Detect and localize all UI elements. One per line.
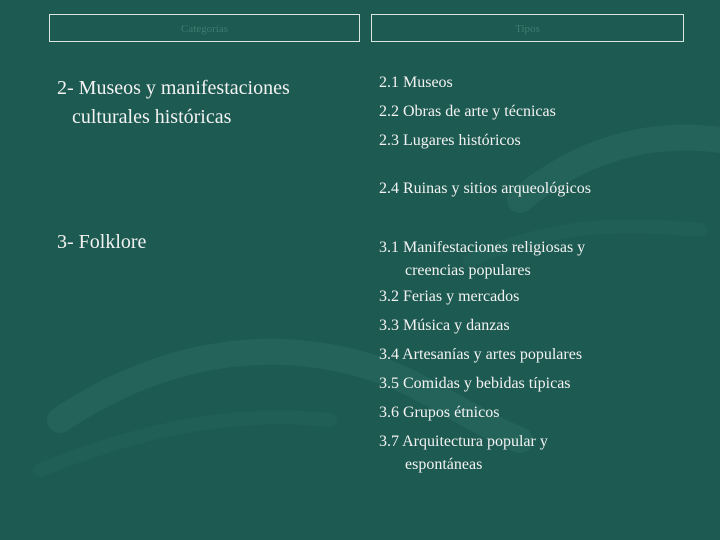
list-item (379, 179, 591, 199)
type-label: 3.1 Manifestaciones religiosas y (379, 239, 586, 256)
types-header (371, 14, 684, 42)
list-item (379, 314, 585, 338)
type-label: 3.3 Música y danzas (379, 317, 510, 334)
type-label: 3.5 Comidas y bebidas típicas (379, 375, 571, 392)
category-folklore (57, 228, 146, 257)
category-title-continuation: culturales históricas (72, 106, 232, 128)
list-item (379, 401, 585, 425)
list-item (379, 131, 591, 151)
type-label: 2.3 Lugares históricos (379, 132, 521, 149)
type-label-continuation: espontáneas (405, 456, 483, 473)
type-label: 3.7 Arquitectura popular y (379, 433, 548, 450)
type-label: 2.4 Ruinas y sitios arqueológicos (379, 180, 591, 197)
category-title: 2- Museos y manifestaciones (57, 77, 290, 99)
type-label: 3.6 Grupos étnicos (379, 404, 500, 421)
type-label: 3.2 Ferias y mercados (379, 288, 520, 305)
list-item (379, 285, 585, 309)
list-item (379, 236, 585, 282)
types-list-museos (379, 73, 591, 199)
type-label: 2.1 Museos (379, 74, 453, 91)
type-label-continuation: creencias populares (405, 262, 531, 279)
type-label: 2.2 Obras de arte y técnicas (379, 103, 556, 120)
list-item (379, 430, 585, 476)
list-item (379, 102, 591, 122)
categories-header-label: Categorías (180, 23, 229, 35)
category-museos (57, 74, 290, 132)
categories-header (49, 14, 360, 42)
list-item (379, 343, 585, 367)
types-list-folklore (379, 236, 585, 476)
list-item (379, 372, 585, 396)
category-title: 3- Folklore (57, 231, 147, 253)
type-label: 3.4 Artesanías y artes populares (379, 346, 583, 363)
types-header-label: Tipos (515, 23, 540, 35)
list-item (379, 73, 591, 93)
